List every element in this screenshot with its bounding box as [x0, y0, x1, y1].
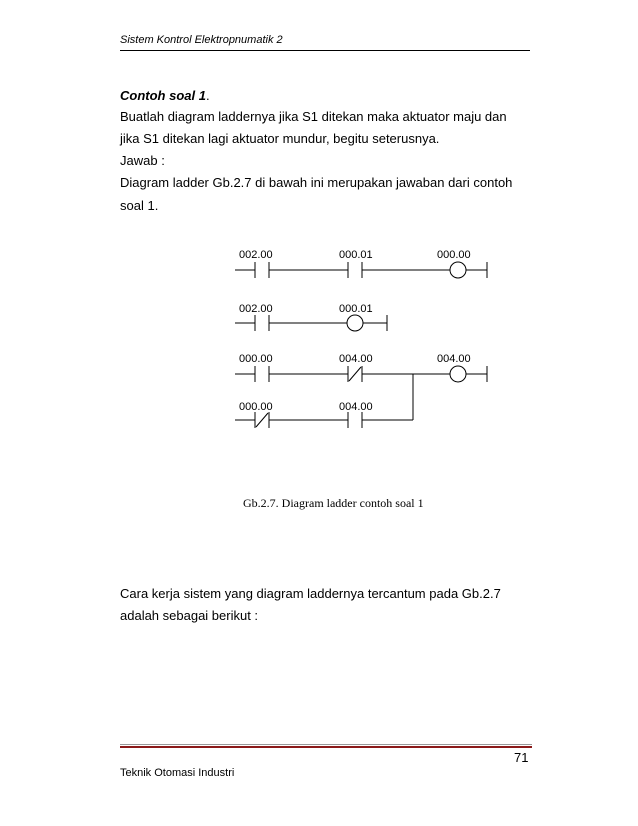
contact-label: 000.00: [239, 401, 273, 413]
example-heading-suffix: .: [205, 88, 210, 103]
ladder-rung-1: [235, 249, 487, 278]
paragraph-line: soal 1.: [120, 198, 159, 213]
figure-caption: Gb.2.7. Diagram ladder contoh soal 1: [243, 496, 424, 510]
footer-divider: [120, 744, 532, 745]
example-heading: [120, 88, 210, 104]
paragraph-line: jika S1 ditekan lagi aktuator mundur, begitu seterusnya.: [120, 131, 440, 146]
contact-label: 004.00: [339, 401, 373, 413]
header-divider: [120, 50, 530, 51]
paragraph-line: Diagram ladder Gb.2.7 di bawah ini merupakan jawaban dari contoh: [120, 175, 513, 190]
paragraph-line: Buatlah diagram laddernya jika S1 ditekan maka aktuator maju dan: [120, 109, 507, 124]
paragraph-line: Cara kerja sistem yang diagram laddernya tercantum pada Gb.2.7: [120, 586, 501, 601]
footer-accent-divider: [120, 746, 532, 748]
ladder-rung-2: [235, 303, 387, 331]
ladder-rung-3: [235, 353, 487, 382]
contact-label: 000.01: [339, 249, 373, 261]
output-label: 004.00: [437, 353, 471, 365]
contact-label: 002.00: [239, 249, 273, 261]
ladder-diagram: [225, 238, 515, 438]
page-header-title: Sistem Kontrol Elektropnumatik 2: [120, 34, 283, 46]
page-number: 71: [514, 750, 529, 765]
output-label: 000.01: [339, 303, 373, 315]
footer-book-title: Teknik Otomasi Industri: [120, 767, 235, 779]
contact-label: 002.00: [239, 303, 273, 315]
example-heading-label: Contoh soal 1: [120, 88, 206, 103]
ladder-rung-4: [235, 374, 413, 428]
contact-label: 004.00: [339, 353, 373, 365]
output-label: 000.00: [437, 249, 471, 261]
paragraph-line: Jawab :: [120, 153, 165, 168]
paragraph-line: adalah sebagai berikut :: [120, 608, 259, 623]
contact-label: 000.00: [239, 353, 273, 365]
